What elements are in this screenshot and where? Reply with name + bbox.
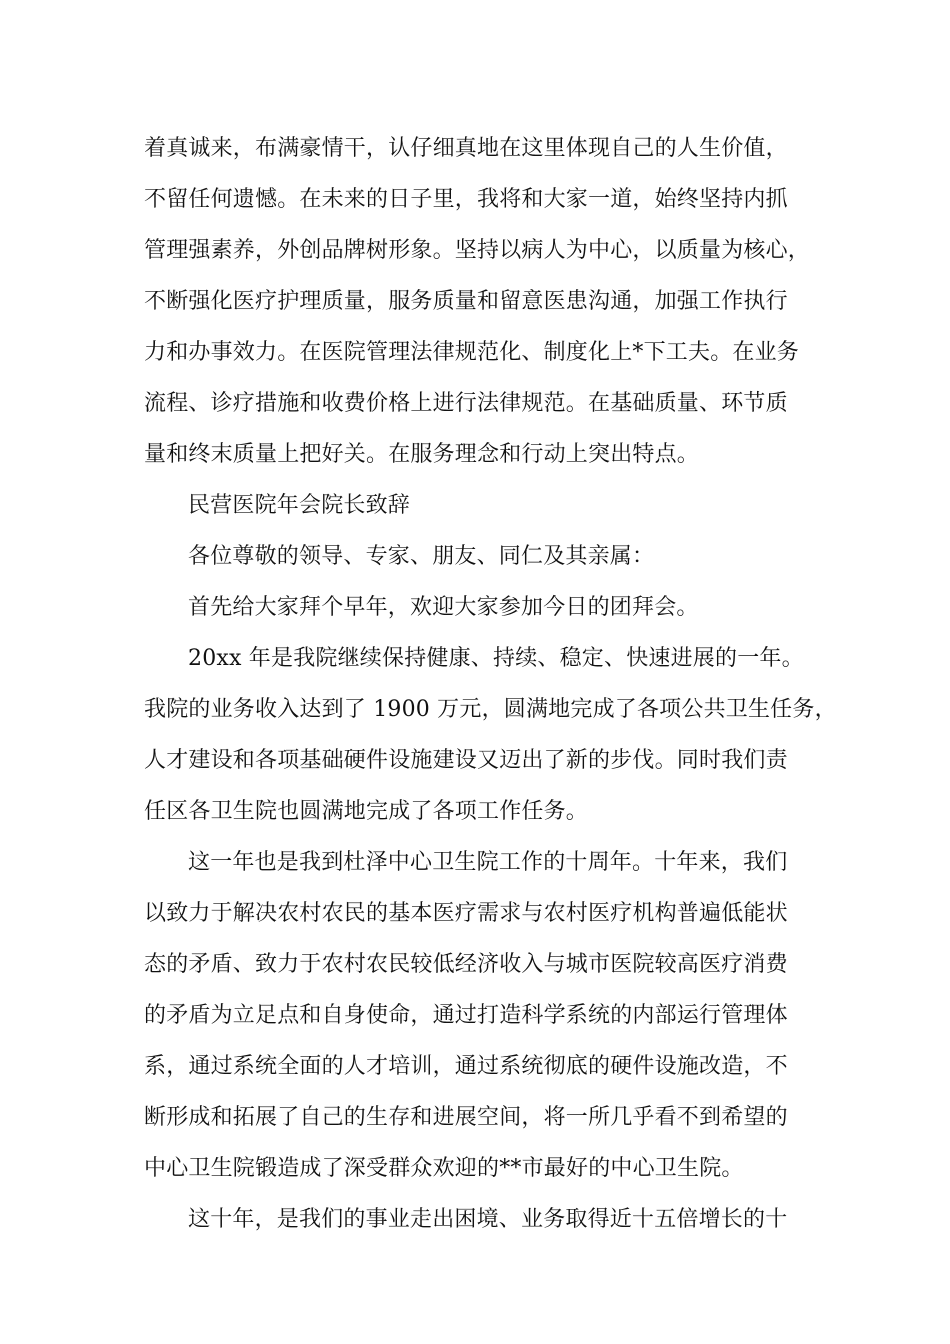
paragraph-line: 的矛盾为立足点和自身使命，通过打造科学系统的内部运行管理体 xyxy=(144,1003,788,1028)
paragraph-line: 20xx 年是我院继续保持健康、持续、稳定、快速进展的一年。 xyxy=(188,646,804,671)
greeting-line: 首先给大家拜个早年，欢迎大家参加今日的团拜会。 xyxy=(188,595,699,620)
paragraph-line: 态的矛盾、致力于农村农民较低经济收入与城市医院较高医疗消费 xyxy=(144,952,788,977)
paragraph-line: 中心卫生院锻造成了深受群众欢迎的**市最好的中心卫生院。 xyxy=(144,1156,744,1181)
section-title: 民营医院年会院长致辞 xyxy=(188,493,411,518)
salutation: 各位尊敬的领导、专家、朋友、同仁及其亲属： xyxy=(188,544,655,569)
paragraph-line: 着真诚来，布满豪情干，认仔细真地在这里体现自己的人生价值， xyxy=(144,136,788,161)
paragraph-line: 流程、诊疗措施和收费价格上进行法律规范。在基础质量、环节质 xyxy=(144,391,788,416)
paragraph-line: 这一年也是我到杜泽中心卫生院工作的十周年。十年来，我们 xyxy=(188,850,788,875)
paragraph-line: 管理强素养，外创品牌树形象。坚持以病人为中心，以质量为核心， xyxy=(144,238,811,263)
paragraph-line: 人才建设和各项基础硬件设施建设又迈出了新的步伐。同时我们责 xyxy=(144,748,788,773)
paragraph-line: 这十年，是我们的事业走出困境、业务取得近十五倍增长的十 xyxy=(188,1207,788,1232)
paragraph-line: 力和办事效力。在医院管理法律规范化、制度化上*下工夫。在业务 xyxy=(144,340,800,365)
paragraph-line: 不断强化医疗护理质量，服务质量和留意医患沟通，加强工作执行 xyxy=(144,289,788,314)
paragraph-line: 以致力于解决农村农民的基本医疗需求与农村医疗机构普遍低能状 xyxy=(144,901,788,926)
paragraph-line: 系，通过系统全面的人才培训，通过系统彻底的硬件设施改造，不 xyxy=(144,1054,788,1079)
paragraph-line: 量和终末质量上把好关。在服务理念和行动上突出特点。 xyxy=(144,442,700,467)
paragraph-line: 不留任何遗憾。在未来的日子里，我将和大家一道，始终坚持内抓 xyxy=(144,187,788,212)
paragraph-line: 我院的业务收入达到了 1900 万元，圆满地完成了各项公共卫生任务， xyxy=(144,697,837,722)
paragraph-line: 断形成和拓展了自己的生存和进展空间，将一所几乎看不到希望的 xyxy=(144,1105,788,1130)
paragraph-line: 任区各卫生院也圆满地完成了各项工作任务。 xyxy=(144,799,589,824)
